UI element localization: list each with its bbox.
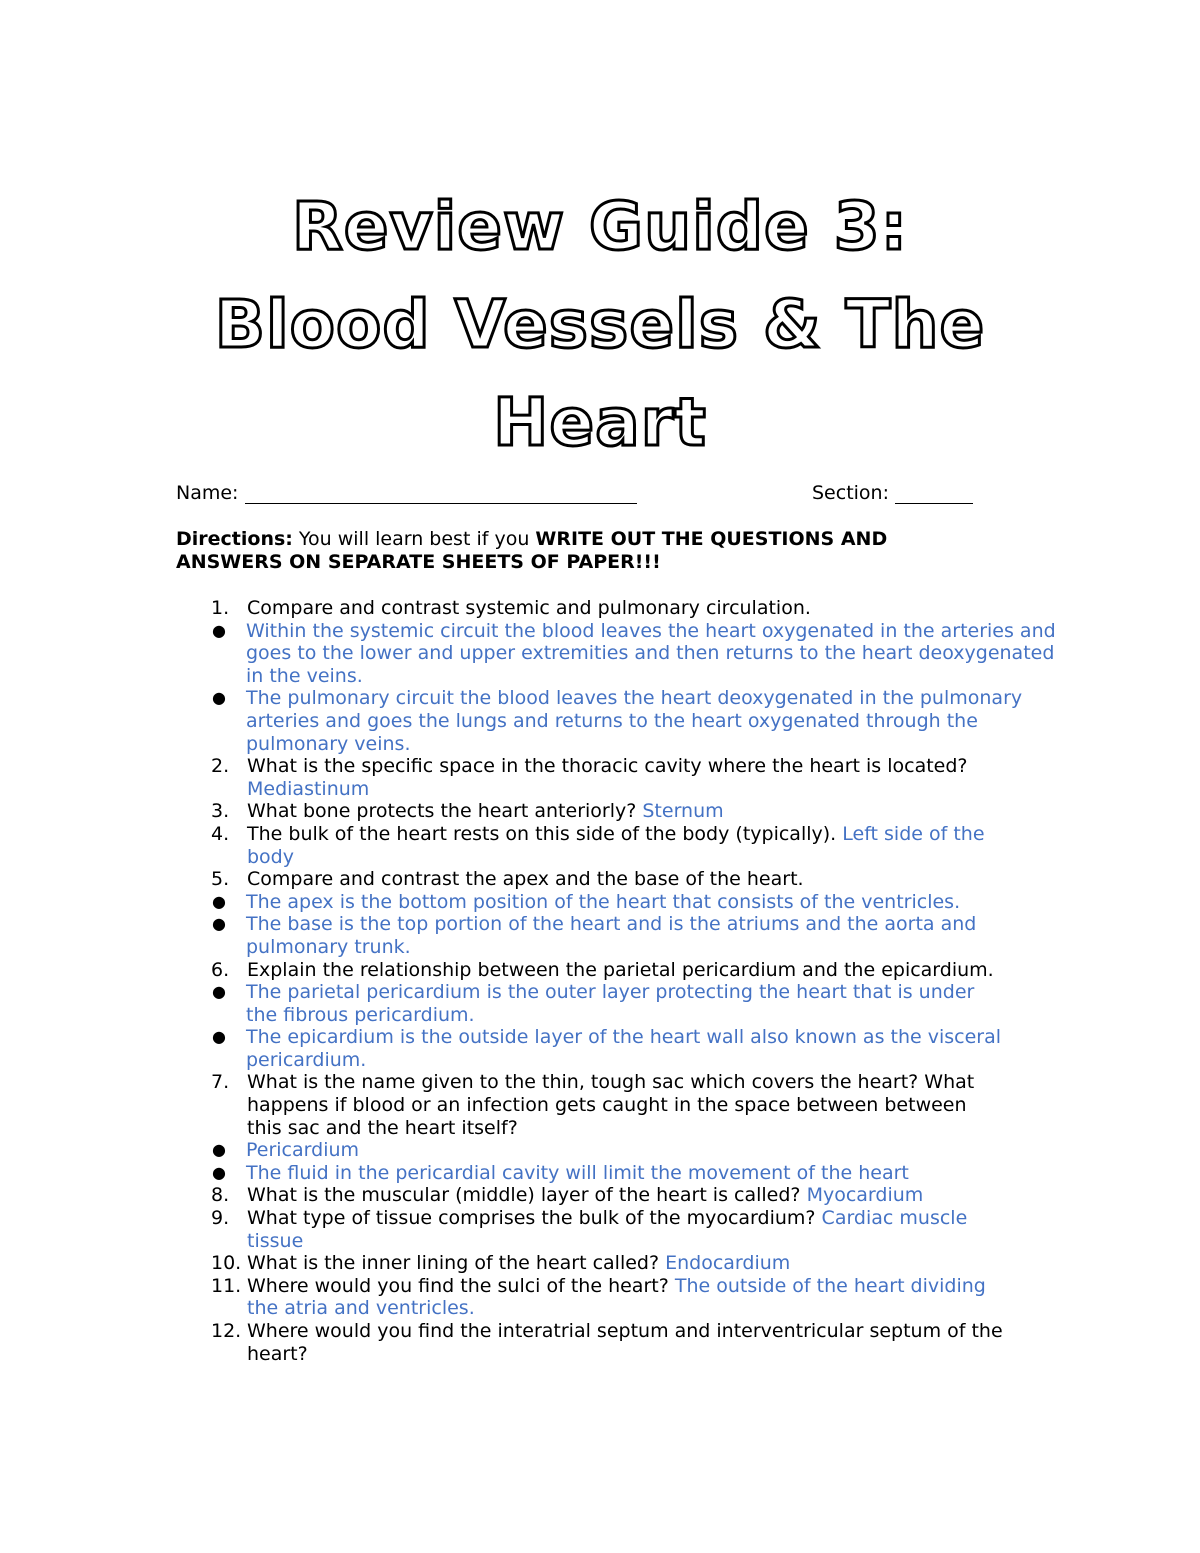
answer-text: Pericardium [246, 1139, 360, 1162]
bullet-icon: ● [212, 1162, 226, 1182]
directions-label: Directions: [176, 528, 293, 550]
question-text: What is the inner lining of the heart called? [247, 1252, 660, 1275]
question-item [176, 1252, 1007, 1275]
answer-text: Cardiac muscle tissue [247, 1207, 968, 1252]
answer-bullet [176, 1026, 1006, 1071]
question-text: What type of tissue comprises the bulk of the myocardium? [247, 1207, 816, 1230]
question-text: What is the specific space in the thoracic cavity where the heart is located? [247, 755, 968, 778]
bullet-icon: ● [212, 891, 226, 911]
answer-bullet [176, 913, 1006, 958]
answer-bullet [176, 981, 1006, 1026]
question-text: Where would you find the sulci of the heart? [247, 1274, 669, 1297]
directions-emphasis-1: WRITE OUT THE QUESTIONS AND [535, 528, 888, 550]
question-text: Explain the relationship between the parietal pericardium and the epicardium. [247, 958, 994, 981]
question-item [176, 755, 1007, 800]
answer-bullet [176, 891, 1006, 914]
question-item [176, 800, 1007, 823]
question-item [176, 1184, 1007, 1207]
question-text: What is the name given to the thin, tough sac which covers the heart? What happens if blood or an infection gets caught in the space between between this sac and the heart itself? [247, 1071, 975, 1139]
answer-bullet [176, 687, 1076, 755]
name-field [176, 482, 637, 504]
question-number: 9. [211, 1207, 230, 1230]
section-blank[interactable] [895, 483, 973, 504]
question-number: 10. [211, 1252, 242, 1275]
directions-emphasis-2: ANSWERS ON SEPARATE SHEETS OF PAPER!!! [176, 551, 661, 573]
question-list [176, 597, 1076, 1365]
bullet-icon: ● [212, 620, 226, 640]
question-item [176, 823, 1007, 868]
answer-text: Sternum [642, 800, 724, 823]
question-item [176, 1275, 1007, 1320]
bullet-icon: ● [212, 1140, 226, 1160]
bullet-icon: ● [212, 914, 226, 934]
question-item [176, 597, 1007, 620]
name-blank[interactable] [245, 483, 637, 504]
question-number: 3. [211, 800, 230, 823]
answer-text: The apex is the bottom position of the heart that consists of the ventricles. [246, 890, 961, 913]
question-text: Compare and contrast systemic and pulmonary circulation. [247, 597, 811, 619]
answer-bullet [176, 1162, 1006, 1185]
question-number: 7. [211, 1071, 230, 1094]
answer-text: The parietal pericardium is the outer layer protecting the heart that is under the fibrous pericardium. [246, 981, 975, 1026]
answer-bullet [176, 1139, 1006, 1162]
name-label: Name: [176, 482, 239, 504]
answer-text: Left side of the body [247, 822, 985, 868]
question-item [176, 959, 1037, 982]
question-number: 5. [211, 868, 230, 891]
question-number: 6. [211, 958, 230, 981]
answer-text: Endocardium [665, 1252, 791, 1275]
name-section-row [176, 482, 976, 508]
answer-text: Myocardium [806, 1184, 924, 1207]
question-number: 11. [211, 1274, 242, 1297]
directions-text: You will learn best if you [292, 528, 536, 550]
section-field [812, 482, 973, 504]
section-label: Section: [812, 482, 889, 504]
answer-bullet [176, 620, 1076, 688]
answer-text: The base is the top portion of the heart and is the atriums and the aorta and pulmonary trunk. [246, 913, 977, 958]
question-text: What is the muscular (middle) layer of the heart is called? [247, 1184, 801, 1207]
question-text: What bone protects the heart anteriorly? [247, 800, 637, 823]
question-item [176, 1320, 1007, 1365]
title-line-3: Heart [493, 384, 707, 461]
answer-text: Within the systemic circuit the blood leaves the heart oxygenated in the arteries and goes to the lower and upper extremities and then returns to the heart deoxygenated in the veins. [246, 619, 1056, 687]
directions [176, 528, 976, 574]
title-line-2: Blood Vessels & The [214, 286, 986, 363]
question-number: 4. [211, 822, 230, 845]
bullet-icon: ● [212, 688, 226, 708]
answer-text: The epicardium is the outside layer of the heart wall also known as the visceral pericardium. [246, 1026, 1002, 1071]
title-line-1: Review Guide 3: [291, 188, 909, 265]
bullet-icon: ● [212, 982, 226, 1002]
bullet-icon: ● [212, 1027, 226, 1047]
question-text: Where would you find the interatrial septum and interventricular septum of the heart? [247, 1320, 1003, 1365]
question-number: 1. [211, 597, 230, 619]
question-item [176, 1071, 1007, 1139]
page-title [0, 178, 1200, 472]
question-number: 8. [211, 1184, 230, 1207]
question-item [176, 868, 1007, 891]
answer-text: Mediastinum [247, 777, 370, 800]
answer-text: The pulmonary circuit the blood leaves the heart deoxygenated in the pulmonary arteries and goes the lungs and returns to the heart oxygenated through the pulmonary veins. [246, 687, 1023, 755]
question-number: 12. [211, 1320, 242, 1342]
question-item [176, 1207, 1007, 1252]
answer-text: The outside of the heart dividing the atria and ventricles. [247, 1274, 986, 1320]
answer-text: The fluid in the pericardial cavity will limit the movement of the heart [246, 1161, 909, 1184]
question-text: The bulk of the heart rests on this side of the body (typically). [247, 822, 837, 845]
question-number: 2. [211, 755, 230, 778]
question-text: Compare and contrast the apex and the base of the heart. [247, 868, 804, 891]
